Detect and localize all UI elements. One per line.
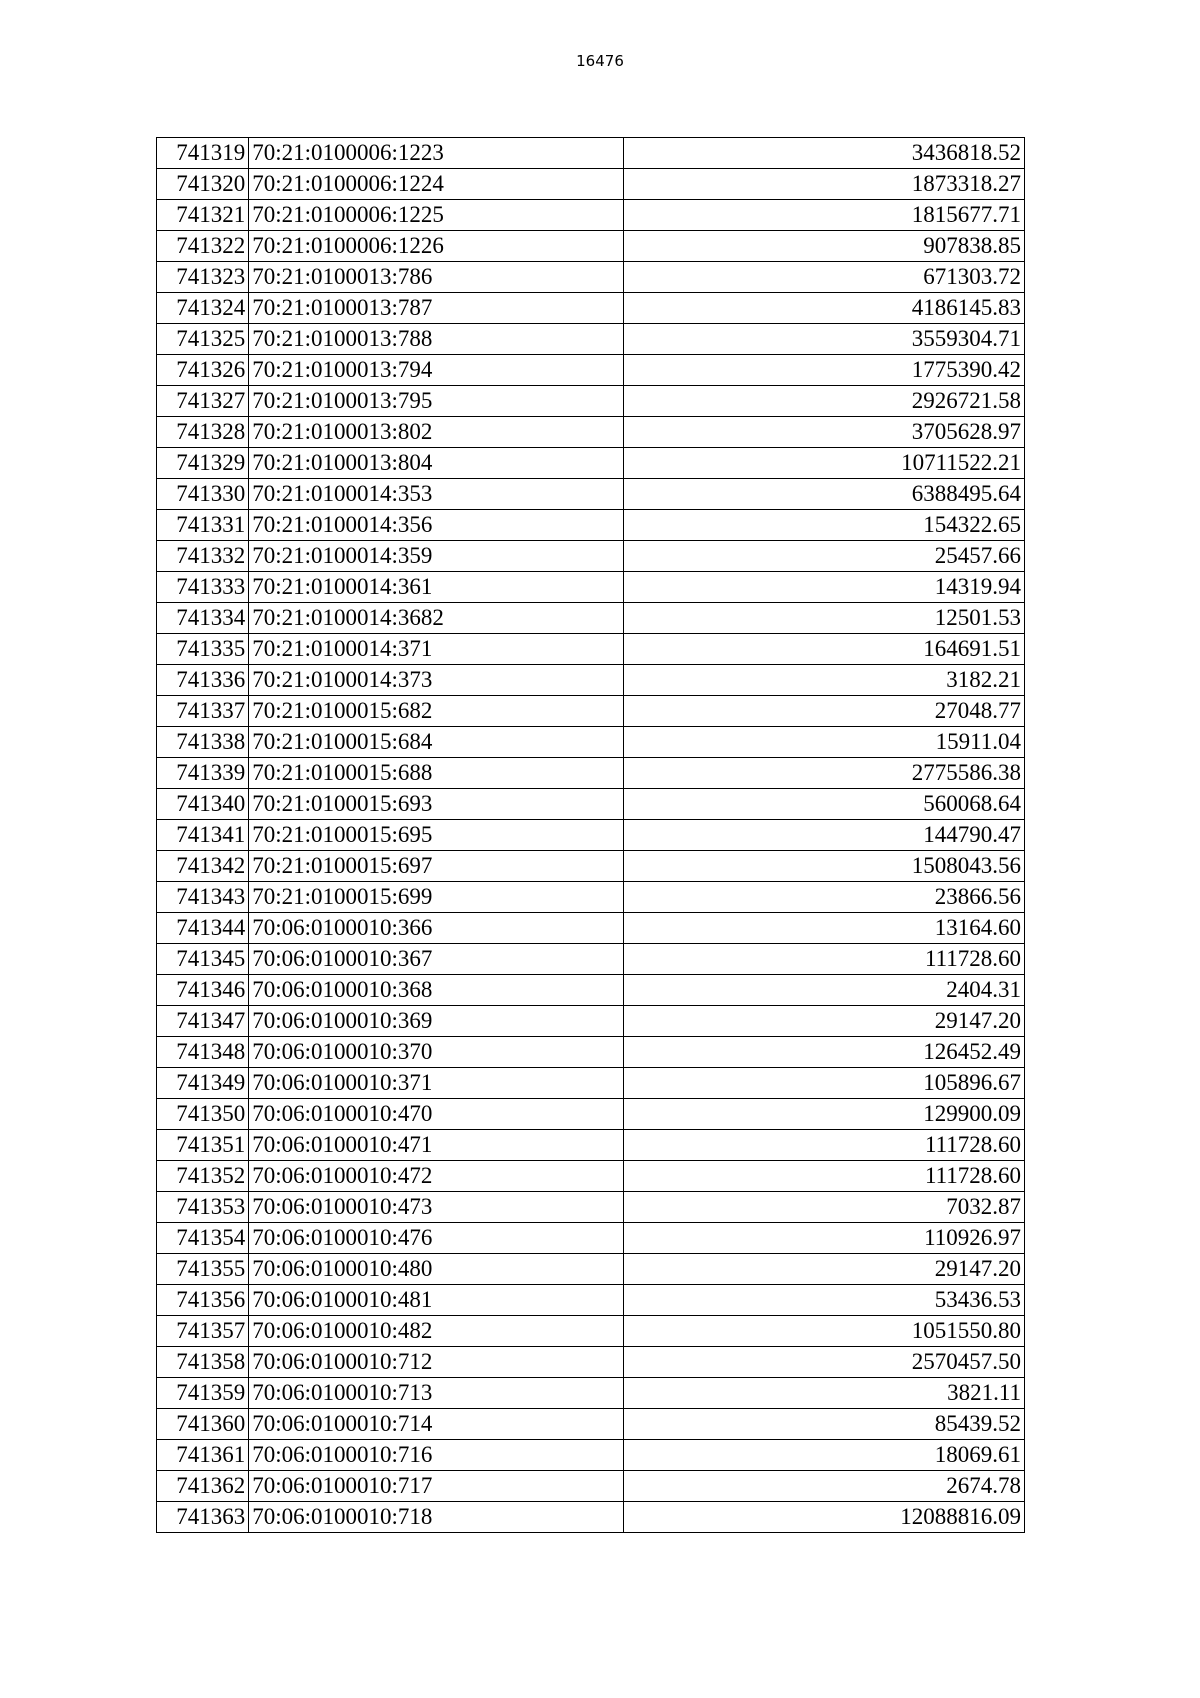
cadastral-value-cell: 1873318.27 [624,169,1025,200]
cadastral-number-cell: 70:06:0100010:712 [249,1347,624,1378]
table-row [157,510,1025,541]
table-row [157,944,1025,975]
cadastral-value-cell: 2404.31 [624,975,1025,1006]
row-number-cell: 741339 [157,758,249,789]
cadastral-number-cell: 70:21:0100013:802 [249,417,624,448]
table-row [157,727,1025,758]
cadastral-number-cell: 70:21:0100014:356 [249,510,624,541]
table-row [157,1099,1025,1130]
row-number-cell: 741353 [157,1192,249,1223]
cadastral-value-cell: 1051550.80 [624,1316,1025,1347]
cadastral-number-cell: 70:21:0100013:787 [249,293,624,324]
cadastral-number-cell: 70:21:0100015:695 [249,820,624,851]
row-number-cell: 741337 [157,696,249,727]
cadastral-value-cell: 4186145.83 [624,293,1025,324]
table-row [157,975,1025,1006]
table-row [157,479,1025,510]
cadastral-value-cell: 1815677.71 [624,200,1025,231]
cadastral-number-cell: 70:21:0100006:1226 [249,231,624,262]
table-row [157,1192,1025,1223]
cadastral-value-cell: 3821.11 [624,1378,1025,1409]
cadastral-value-cell: 110926.97 [624,1223,1025,1254]
cadastral-value-cell: 111728.60 [624,1130,1025,1161]
cadastral-number-cell: 70:06:0100010:366 [249,913,624,944]
cadastral-value-cell: 2674.78 [624,1471,1025,1502]
cadastral-number-cell: 70:06:0100010:471 [249,1130,624,1161]
table-row [157,541,1025,572]
cadastral-value-cell: 27048.77 [624,696,1025,727]
row-number-cell: 741360 [157,1409,249,1440]
cadastral-number-cell: 70:21:0100013:786 [249,262,624,293]
table-row [157,1502,1025,1533]
table-row [157,1347,1025,1378]
row-number-cell: 741329 [157,448,249,479]
cadastral-number-cell: 70:06:0100010:367 [249,944,624,975]
table-row [157,1130,1025,1161]
cadastral-number-cell: 70:21:0100014:371 [249,634,624,665]
row-number-cell: 741330 [157,479,249,510]
table-row [157,572,1025,603]
row-number-cell: 741352 [157,1161,249,1192]
row-number-cell: 741355 [157,1254,249,1285]
cadastral-value-cell: 144790.47 [624,820,1025,851]
table-row [157,851,1025,882]
cadastral-number-cell: 70:21:0100013:794 [249,355,624,386]
row-number-cell: 741351 [157,1130,249,1161]
cadastral-value-cell: 126452.49 [624,1037,1025,1068]
cadastral-number-cell: 70:21:0100006:1225 [249,200,624,231]
row-number-cell: 741350 [157,1099,249,1130]
cadastral-value-cell: 560068.64 [624,789,1025,820]
cadastral-value-cell: 129900.09 [624,1099,1025,1130]
row-number-cell: 741343 [157,882,249,913]
row-number-cell: 741347 [157,1006,249,1037]
cadastral-number-cell: 70:06:0100010:482 [249,1316,624,1347]
table-row [157,882,1025,913]
row-number-cell: 741333 [157,572,249,603]
cadastral-value-cell: 85439.52 [624,1409,1025,1440]
table-row [157,1471,1025,1502]
row-number-cell: 741340 [157,789,249,820]
row-number-cell: 741334 [157,603,249,634]
cadastral-number-cell: 70:06:0100010:368 [249,975,624,1006]
cadastral-value-cell: 1508043.56 [624,851,1025,882]
cadastral-number-cell: 70:06:0100010:470 [249,1099,624,1130]
table-row [157,262,1025,293]
cadastral-value-cell: 18069.61 [624,1440,1025,1471]
cadastral-number-cell: 70:21:0100013:804 [249,448,624,479]
row-number-cell: 741342 [157,851,249,882]
row-number-cell: 741324 [157,293,249,324]
row-number-cell: 741328 [157,417,249,448]
cadastral-value-cell: 2926721.58 [624,386,1025,417]
row-number-cell: 741332 [157,541,249,572]
cadastral-number-cell: 70:21:0100015:682 [249,696,624,727]
cadastral-value-cell: 14319.94 [624,572,1025,603]
cadastral-value-cell: 111728.60 [624,1161,1025,1192]
cadastral-value-cell: 671303.72 [624,262,1025,293]
row-number-cell: 741319 [157,138,249,169]
cadastral-value-cell: 6388495.64 [624,479,1025,510]
cadastral-number-cell: 70:21:0100015:693 [249,789,624,820]
cadastral-number-cell: 70:06:0100010:473 [249,1192,624,1223]
cadastral-value-cell: 7032.87 [624,1192,1025,1223]
cadastral-value-cell: 164691.51 [624,634,1025,665]
row-number-cell: 741362 [157,1471,249,1502]
table-row [157,1037,1025,1068]
cadastral-number-cell: 70:06:0100010:716 [249,1440,624,1471]
table-row [157,448,1025,479]
table-row [157,1068,1025,1099]
table-row [157,820,1025,851]
cadastral-number-cell: 70:06:0100010:480 [249,1254,624,1285]
cadastral-value-cell: 907838.85 [624,231,1025,262]
table-row [157,1285,1025,1316]
cadastral-number-cell: 70:21:0100013:788 [249,324,624,355]
cadastral-value-cell: 154322.65 [624,510,1025,541]
cadastral-number-cell: 70:06:0100010:476 [249,1223,624,1254]
cadastral-value-cell: 2775586.38 [624,758,1025,789]
row-number-cell: 741341 [157,820,249,851]
cadastral-number-cell: 70:06:0100010:481 [249,1285,624,1316]
row-number-cell: 741345 [157,944,249,975]
cadastral-value-cell: 1775390.42 [624,355,1025,386]
cadastral-number-cell: 70:21:0100006:1223 [249,138,624,169]
table-row [157,1316,1025,1347]
cadastral-number-cell: 70:06:0100010:717 [249,1471,624,1502]
table-row [157,1161,1025,1192]
cadastral-number-cell: 70:06:0100010:371 [249,1068,624,1099]
cadastral-value-cell: 10711522.21 [624,448,1025,479]
cadastral-value-cell: 105896.67 [624,1068,1025,1099]
cadastral-value-cell: 25457.66 [624,541,1025,572]
row-number-cell: 741321 [157,200,249,231]
cadastral-number-cell: 70:06:0100010:370 [249,1037,624,1068]
cadastral-number-cell: 70:21:0100015:697 [249,851,624,882]
cadastral-number-cell: 70:21:0100014:359 [249,541,624,572]
row-number-cell: 741361 [157,1440,249,1471]
row-number-cell: 741338 [157,727,249,758]
cadastral-number-cell: 70:06:0100010:369 [249,1006,624,1037]
cadastral-number-cell: 70:06:0100010:713 [249,1378,624,1409]
cadastral-number-cell: 70:21:0100014:3682 [249,603,624,634]
cadastral-number-cell: 70:21:0100006:1224 [249,169,624,200]
table-row [157,138,1025,169]
table-body [157,138,1025,1533]
cadastral-value-cell: 29147.20 [624,1254,1025,1285]
table-row [157,169,1025,200]
row-number-cell: 741356 [157,1285,249,1316]
table-row [157,1254,1025,1285]
cadastral-value-cell: 12088816.09 [624,1502,1025,1533]
table-row [157,324,1025,355]
table-row [157,1440,1025,1471]
table-row [157,758,1025,789]
table-row [157,913,1025,944]
row-number-cell: 741325 [157,324,249,355]
row-number-cell: 741346 [157,975,249,1006]
row-number-cell: 741320 [157,169,249,200]
row-number-cell: 741357 [157,1316,249,1347]
table-row [157,1006,1025,1037]
row-number-cell: 741354 [157,1223,249,1254]
cadastral-value-cell: 3705628.97 [624,417,1025,448]
cadastral-value-cell: 3436818.52 [624,138,1025,169]
cadastral-number-cell: 70:06:0100010:472 [249,1161,624,1192]
row-number-cell: 741358 [157,1347,249,1378]
cadastral-value-cell: 3182.21 [624,665,1025,696]
table-row [157,355,1025,386]
row-number-cell: 741322 [157,231,249,262]
row-number-cell: 741363 [157,1502,249,1533]
data-table [156,137,1025,1533]
row-number-cell: 741348 [157,1037,249,1068]
table-row [157,665,1025,696]
row-number-cell: 741359 [157,1378,249,1409]
row-number-cell: 741349 [157,1068,249,1099]
row-number-cell: 741331 [157,510,249,541]
table-row [157,1409,1025,1440]
cadastral-value-cell: 13164.60 [624,913,1025,944]
table-row [157,1378,1025,1409]
page-number: 16476 [576,52,624,70]
row-number-cell: 741326 [157,355,249,386]
table-row [157,386,1025,417]
table-row [157,1223,1025,1254]
cadastral-number-cell: 70:21:0100015:688 [249,758,624,789]
cadastral-value-cell: 2570457.50 [624,1347,1025,1378]
table-row [157,200,1025,231]
cadastral-value-cell: 23866.56 [624,882,1025,913]
cadastral-value-cell: 53436.53 [624,1285,1025,1316]
row-number-cell: 741336 [157,665,249,696]
cadastral-value-cell: 29147.20 [624,1006,1025,1037]
cadastral-number-cell: 70:21:0100013:795 [249,386,624,417]
cadastral-number-cell: 70:21:0100014:373 [249,665,624,696]
cadastral-number-cell: 70:06:0100010:718 [249,1502,624,1533]
cadastral-number-cell: 70:21:0100014:353 [249,479,624,510]
row-number-cell: 741323 [157,262,249,293]
cadastral-value-cell: 15911.04 [624,727,1025,758]
table-row [157,293,1025,324]
cadastral-value-cell: 12501.53 [624,603,1025,634]
table-row [157,417,1025,448]
cadastral-number-cell: 70:06:0100010:714 [249,1409,624,1440]
cadastral-value-cell: 3559304.71 [624,324,1025,355]
table-row [157,789,1025,820]
cadastral-value-cell: 111728.60 [624,944,1025,975]
row-number-cell: 741327 [157,386,249,417]
table-row [157,603,1025,634]
table-row [157,696,1025,727]
cadastral-number-cell: 70:21:0100015:684 [249,727,624,758]
table-row [157,634,1025,665]
row-number-cell: 741344 [157,913,249,944]
cadastral-number-cell: 70:21:0100015:699 [249,882,624,913]
cadastral-number-cell: 70:21:0100014:361 [249,572,624,603]
table-row [157,231,1025,262]
row-number-cell: 741335 [157,634,249,665]
